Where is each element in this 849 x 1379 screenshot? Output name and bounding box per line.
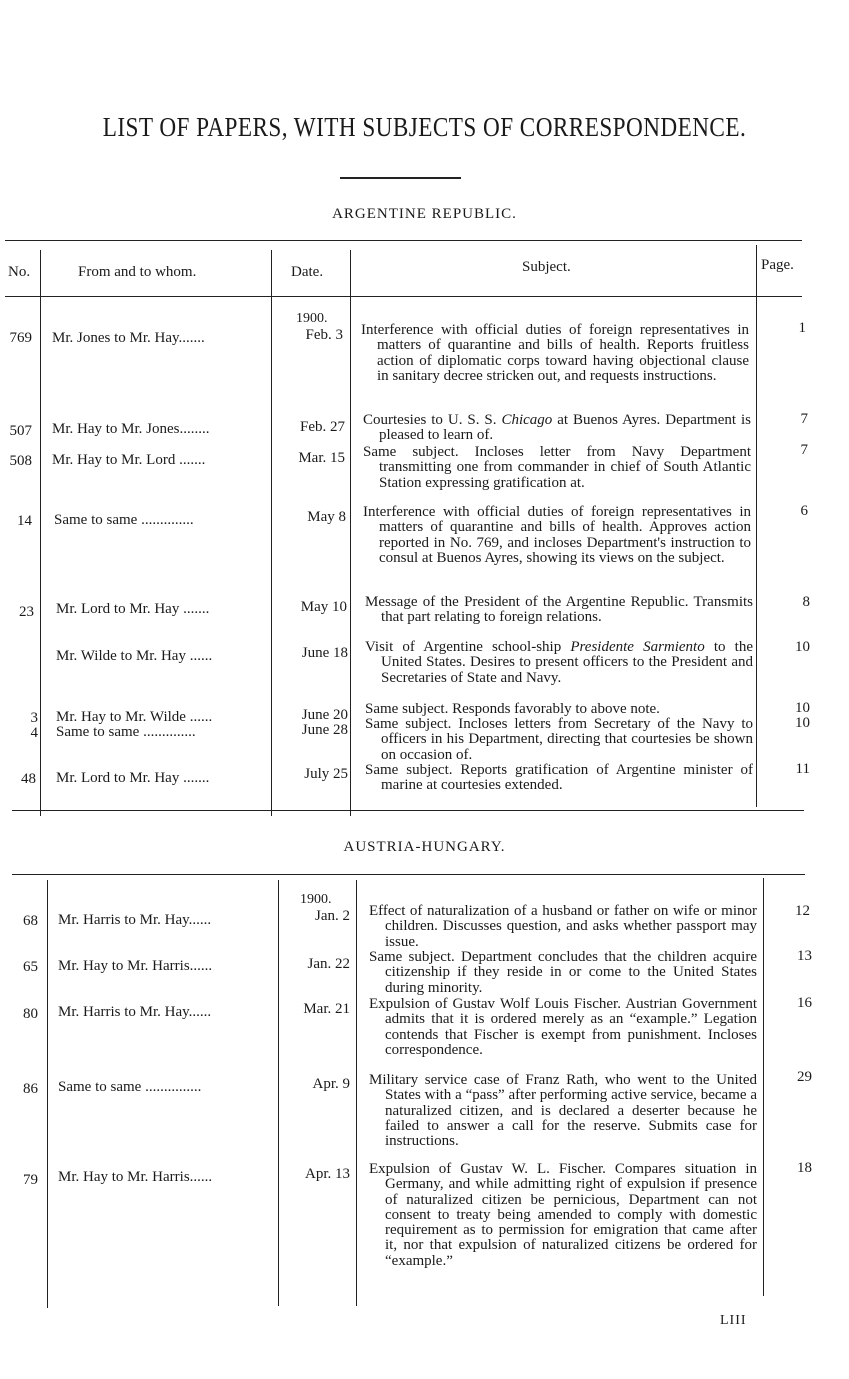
table-row-no: 79 xyxy=(23,1172,38,1188)
table-row-subject: Military service case of Franz Rath, who went to the United States with a “pass” after performing active service, became a naturalized citizen, and is declared a deserter because he failed to answer a call for the reserve. Submits case for instructions. xyxy=(369,1072,757,1150)
table-row-no: 507 xyxy=(9,423,32,439)
table-row-date: Jan. 22 xyxy=(307,956,350,972)
table-row-page: 6 xyxy=(800,503,808,519)
table-row-no: 508 xyxy=(9,453,32,469)
table-row-no: 3 xyxy=(30,710,38,726)
table-row-page: 10 xyxy=(795,639,810,655)
page-title: LIST OF PAPERS, WITH SUBJECTS OF CORRESPONDENCE. xyxy=(102,112,747,142)
table-row-page: 10 xyxy=(795,700,810,716)
column-divider xyxy=(350,250,351,816)
table-row-subject: Message of the President of the Argentine Republic. Transmits that part relating to foreign relations. xyxy=(365,594,753,626)
column-header-from-to: From and to whom. xyxy=(78,264,197,280)
table-row-page: 8 xyxy=(802,594,810,610)
table-row-date: Apr. 13 xyxy=(305,1166,350,1182)
table-row-from-to: Mr. Hay to Mr. Lord ....... xyxy=(52,452,206,468)
table-row-from-to: Same to same .............. xyxy=(54,512,194,528)
table-row-date: Jan. 2 xyxy=(315,908,350,924)
column-header-no: No. xyxy=(8,264,31,280)
header-bottom-rule xyxy=(5,296,802,297)
table-row-from-to: Mr. Wilde to Mr. Hay ...... xyxy=(56,648,213,664)
column-divider xyxy=(278,880,279,1306)
table-row-subject: Same subject. Department concludes that the children acquire citizenship if they reside in or come to the United States during minority. xyxy=(369,949,757,996)
table-row-date: Feb. 27 xyxy=(300,419,345,435)
table-row-subject: Effect of naturalization of a husband or father on wife or minor children. Discusses question, and asks whether passport may issue. xyxy=(369,903,757,950)
table-row-no: 23 xyxy=(19,604,34,620)
column-divider xyxy=(271,250,272,816)
table-row-no: 4 xyxy=(30,725,38,741)
column-header-page: Page. xyxy=(761,257,794,273)
table-row-date: May 10 xyxy=(300,599,347,615)
column-divider xyxy=(756,245,757,807)
table-row-subject: Interference with official duties of foreign representatives in matters of quarantine and bills of health. Approves action reported in No. 769, and incloses Department's instruction to consul at Buenos Ayres, showing its views on the subject. xyxy=(363,504,751,566)
section-title-austria-hungary: AUSTRIA-HUNGARY. xyxy=(343,839,506,855)
table-row-no: 769 xyxy=(9,330,32,346)
table-row-subject: Same subject. Reports gratification of Argentine minister of marine at courtesies extended. xyxy=(365,762,753,794)
column-divider xyxy=(356,880,357,1306)
table-row-subject: Same subject. Incloses letter from Navy Department transmitting one from commander in chief of South Atlantic Station expressing gratification at. xyxy=(363,444,751,491)
table-row-page: 13 xyxy=(797,948,812,964)
table-row-page: 12 xyxy=(795,903,810,919)
ship-name: Chicago xyxy=(501,412,553,428)
table-row-from-to: Mr. Lord to Mr. Hay ....... xyxy=(56,770,210,786)
column-divider xyxy=(763,878,764,1296)
table-row-from-to: Same to same ............... xyxy=(58,1079,202,1095)
table-top-rule xyxy=(12,874,805,875)
table-row-subject: Interference with official duties of foreign representatives in matters of quarantine and bills of health. Reports fruitless action of diplomatic corps toward having objectional clause in sanitary decree stricken out, and requests instructions. xyxy=(361,322,749,384)
table-bottom-rule xyxy=(12,810,804,811)
table-row-page: 11 xyxy=(795,761,810,777)
table-row-page: 1 xyxy=(798,320,806,336)
table-row-date: Apr. 9 xyxy=(312,1076,350,1092)
table-row-no: 14 xyxy=(17,513,32,529)
table-row-from-to: Mr. Lord to Mr. Hay ....... xyxy=(56,601,210,617)
table-row-subject: Same subject. Responds favorably to above note. xyxy=(365,701,660,717)
table-row-date: June 18 xyxy=(301,645,348,661)
year-label: 1900. xyxy=(300,892,332,907)
ship-name: Presidente Sarmiento xyxy=(570,639,705,655)
table-row-no: 48 xyxy=(21,771,36,787)
table-row-date: June 20 xyxy=(301,707,348,723)
table-row-page: 18 xyxy=(797,1160,812,1176)
section-title-argentine-republic: ARGENTINE REPUBLIC. xyxy=(332,206,517,222)
table-row-subject: Expulsion of Gustav Wolf Louis Fischer. Austrian Government admits that it is ordered merely as an “example.” Legation contends that Fischer is exempt from punishment. Incloses correspondence. xyxy=(369,996,757,1058)
table-row-page: 7 xyxy=(800,442,808,458)
table-row-page: 10 xyxy=(795,715,810,731)
table-row-subject: Courtesies to U. S. S. Chicago at Buenos Ayres. Department is pleased to learn of. xyxy=(363,412,751,444)
table-row-no: 86 xyxy=(23,1081,38,1097)
table-row-from-to: Mr. Hay to Mr. Jones........ xyxy=(52,421,210,437)
table-row-date: Mar. 15 xyxy=(298,450,345,466)
table-row-from-to: Mr. Hay to Mr. Harris...... xyxy=(58,958,213,974)
table-row-no: 80 xyxy=(23,1006,38,1022)
table-row-date: June 28 xyxy=(301,722,348,738)
page-folio: LIII xyxy=(720,1313,747,1328)
column-header-date: Date. xyxy=(291,264,324,280)
table-row-subject: Same subject. Incloses letters from Secretary of the Navy to officers in his Department, directing that courtesies be shown on occasion of. xyxy=(365,716,753,763)
table-row-no: 68 xyxy=(23,913,38,929)
table-row-from-to: Mr. Hay to Mr. Harris...... xyxy=(58,1169,213,1185)
table-row-subject: Visit of Argentine school-ship Presidente Sarmiento to the United States. Desires to present officers to the President and Secretaries of State and Navy. xyxy=(365,639,753,686)
table-row-from-to: Same to same .............. xyxy=(56,724,196,740)
column-divider xyxy=(47,880,48,1308)
table-row-subject: Expulsion of Gustav W. L. Fischer. Compares situation in Germany, and while admitting right of expulsion if presence of naturalized citizen be pernicious, Department can not consent to treaty being amended to comply with domestic requirement as to permission for emigration that came after it, nor that expulsion of naturalized citizens be ordered for “example.” xyxy=(369,1161,757,1269)
table-top-rule xyxy=(5,240,802,241)
table-row-page: 29 xyxy=(797,1069,812,1085)
table-row-page: 16 xyxy=(797,995,812,1011)
table-row-date: July 25 xyxy=(304,766,348,782)
table-row-page: 7 xyxy=(800,411,808,427)
title-divider xyxy=(340,177,461,179)
table-row-from-to: Mr. Jones to Mr. Hay....... xyxy=(52,330,205,346)
table-row-from-to: Mr. Harris to Mr. Hay...... xyxy=(58,1004,212,1020)
column-header-subject: Subject. xyxy=(522,259,571,275)
table-row-date: Feb. 3 xyxy=(305,327,343,343)
table-row-from-to: Mr. Hay to Mr. Wilde ...... xyxy=(56,709,213,725)
table-row-date: Mar. 21 xyxy=(303,1001,350,1017)
table-row-from-to: Mr. Harris to Mr. Hay...... xyxy=(58,912,212,928)
column-divider xyxy=(40,250,41,816)
table-row-date: May 8 xyxy=(307,509,346,525)
year-label: 1900. xyxy=(296,311,328,326)
table-row-no: 65 xyxy=(23,959,38,975)
